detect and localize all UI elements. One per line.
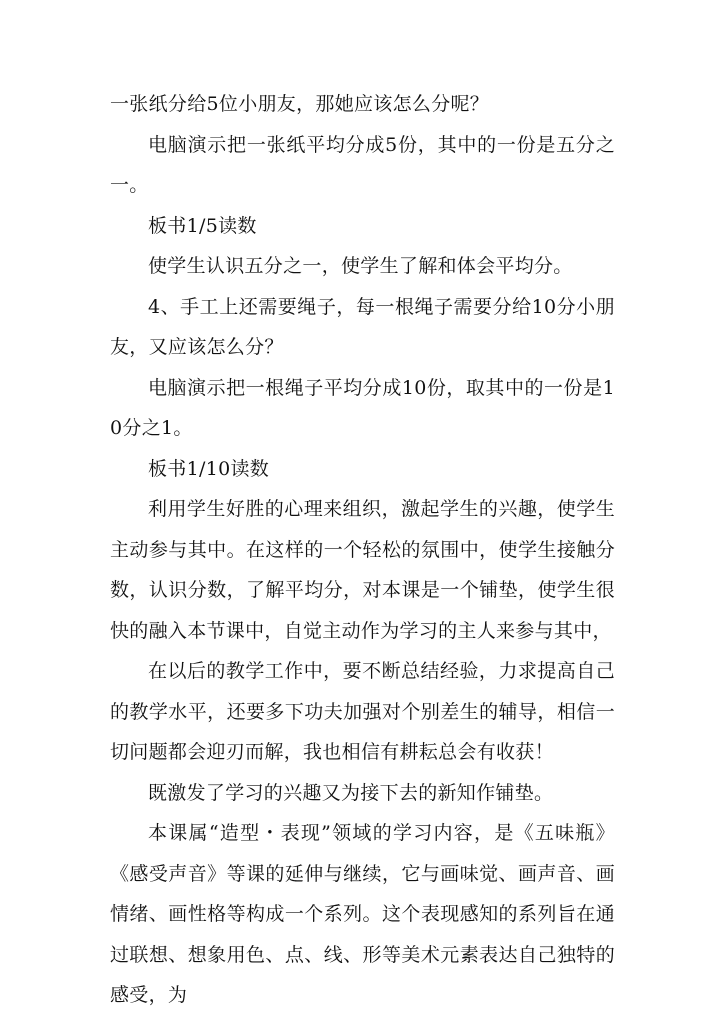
document-body xyxy=(110,84,615,1016)
paragraph-2: 电脑演示把一张纸平均分成5份，其中的一份是五分之一。 xyxy=(110,133,615,196)
paragraph-4: 使学生认识五分之一，使学生了解和体会平均分。 xyxy=(148,255,573,277)
paragraph-3: 板书1/5读数 xyxy=(148,214,257,237)
paragraph-9: 在以后的教学工作中，要不断总结经验，力求提高自己的教学水平，还要多下功夫加强对个别差生的辅导，相信一切问题都会迎刃而解，我也相信有耕耘总会有收获！ xyxy=(110,660,615,763)
paragraph-6: 电脑演示把一根绳子平均分成10份，取其中的一份是10分之1。 xyxy=(110,376,615,439)
paragraph-5: 4、手工上还需要绳子，每一根绳子需要分给10分小朋友，又应该怎么分？ xyxy=(110,295,615,358)
paragraph-1: 一张纸分给5位小朋友，那她应该怎么分呢？ xyxy=(110,93,490,115)
paragraph-10: 既激发了学习的兴趣又为接下去的新知作铺垫。 xyxy=(148,781,554,804)
paragraph-8: 利用学生好胜的心理来组织，激起学生的兴趣，使学生主动参与其中。在这样的一个轻松的氛围中，使学生接触分数，认识分数，了解平均分，对本课是一个铺垫，使学生很快的融入本节课中，自觉主动作为学习的主人来参与其中， xyxy=(110,498,615,642)
paragraph-7: 板书1/10读数 xyxy=(148,457,270,480)
paragraph-11: 本课属“造型・表现”领域的学习内容，是《五味瓶》《感受声音》等课的延伸与继续，它与画味觉、画声音、画情绪、画性格等构成一个系列。这个表现感知的系列旨在通过联想、想象用色、点、线、形等美术元素表达自己独特的感受，为 xyxy=(110,822,615,1006)
